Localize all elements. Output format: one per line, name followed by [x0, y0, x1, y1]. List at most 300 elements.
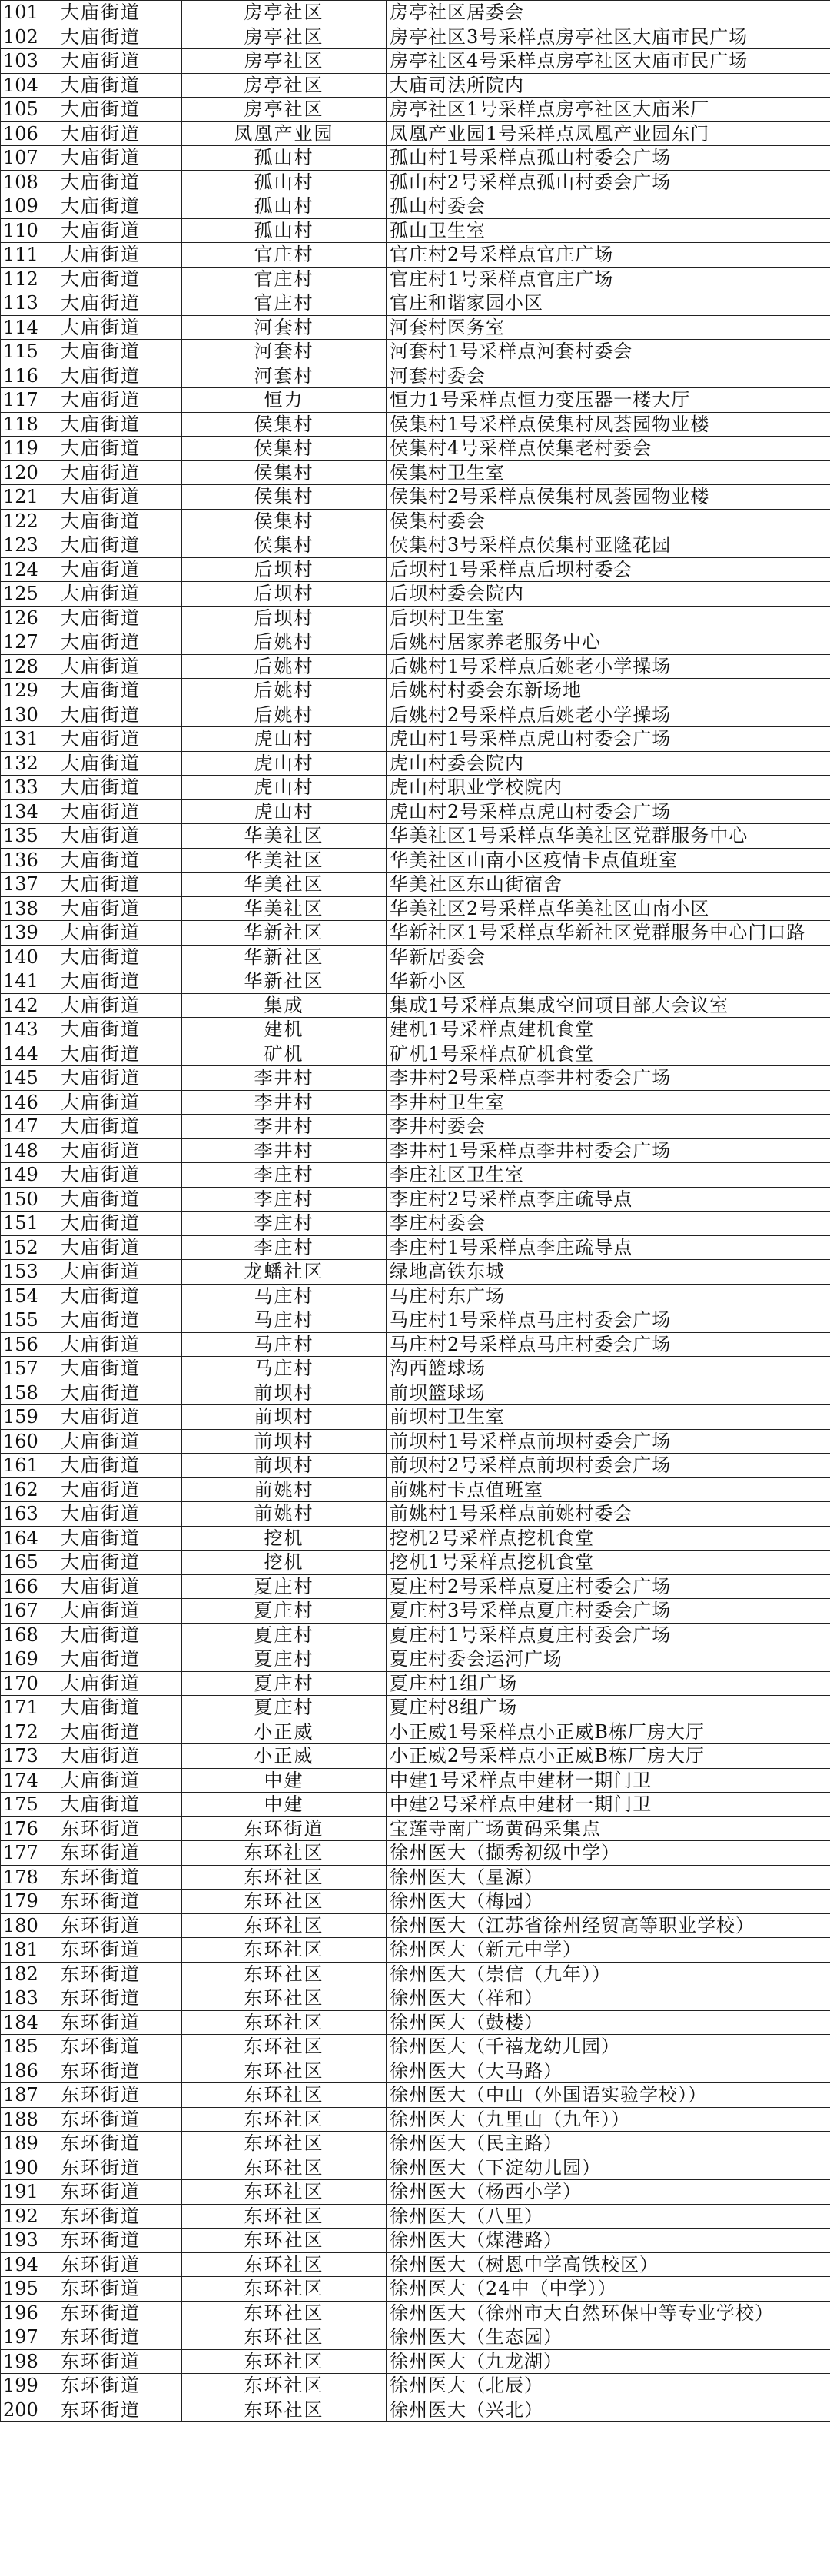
row-number: 156 [1, 1332, 51, 1357]
community-name: 侯集村 [182, 412, 387, 437]
table-row [1, 921, 830, 946]
sampling-site: 前坝村卫生室 [387, 1405, 830, 1430]
row-number: 185 [1, 2035, 51, 2059]
row-number: 129 [1, 679, 51, 703]
community-name: 小正威 [182, 1744, 387, 1769]
row-number: 148 [1, 1138, 51, 1163]
table-row [1, 1042, 830, 1066]
street-name: 大庙街道 [51, 1163, 182, 1188]
row-number: 108 [1, 170, 51, 194]
community-name: 华新社区 [182, 945, 387, 969]
community-name: 马庄村 [182, 1284, 387, 1308]
street-name: 大庙街道 [51, 1357, 182, 1381]
sampling-site: 华美社区1号采样点华美社区党群服务中心 [387, 824, 830, 849]
sampling-site: 徐州医大（大马路） [387, 2059, 830, 2083]
street-name: 大庙街道 [51, 1, 182, 25]
community-name: 侯集村 [182, 437, 387, 461]
row-number: 191 [1, 2180, 51, 2205]
street-name: 东环街道 [51, 2252, 182, 2277]
sampling-site: 李庄村1号采样点李庄疏导点 [387, 1235, 830, 1260]
street-name: 大庙街道 [51, 1138, 182, 1163]
community-name: 马庄村 [182, 1357, 387, 1381]
row-number: 132 [1, 751, 51, 776]
row-number: 184 [1, 2010, 51, 2035]
community-name: 东环社区 [182, 2398, 387, 2422]
street-name: 大庙街道 [51, 1284, 182, 1308]
table-row [1, 1381, 830, 1405]
street-name: 大庙街道 [51, 1526, 182, 1551]
street-name: 大庙街道 [51, 1768, 182, 1793]
sampling-site: 徐州医大（千禧龙幼儿园） [387, 2035, 830, 2059]
sampling-site: 徐州医大（民主路） [387, 2132, 830, 2156]
table-row [1, 873, 830, 897]
row-number: 167 [1, 1599, 51, 1624]
sampling-site: 李井村1号采样点李井村委会广场 [387, 1138, 830, 1163]
row-number: 136 [1, 848, 51, 873]
table-row [1, 848, 830, 873]
street-name: 大庙街道 [51, 703, 182, 727]
community-name: 后姚村 [182, 703, 387, 727]
community-name: 李庄村 [182, 1212, 387, 1236]
street-name: 大庙街道 [51, 364, 182, 388]
street-name: 大庙街道 [51, 73, 182, 98]
table-row [1, 993, 830, 1018]
table-row [1, 1865, 830, 1890]
street-name: 东环街道 [51, 2083, 182, 2108]
street-name: 大庙街道 [51, 194, 182, 219]
street-name: 大庙街道 [51, 1454, 182, 1478]
table-row [1, 1018, 830, 1042]
row-number: 102 [1, 25, 51, 49]
street-name: 东环街道 [51, 2204, 182, 2229]
sampling-site: 徐州医大（下淀幼儿园） [387, 2156, 830, 2180]
sampling-site: 孤山村1号采样点孤山村委会广场 [387, 146, 830, 171]
community-name: 虎山村 [182, 751, 387, 776]
sampling-site: 孤山村委会 [387, 194, 830, 219]
community-name: 夏庄村 [182, 1647, 387, 1672]
row-number: 110 [1, 218, 51, 243]
row-number: 157 [1, 1357, 51, 1381]
sampling-site: 华美社区东山街宿舍 [387, 873, 830, 897]
community-name: 东环社区 [182, 2083, 387, 2108]
community-name: 后姚村 [182, 630, 387, 655]
table-row [1, 364, 830, 388]
community-name: 凤凰产业园 [182, 121, 387, 146]
street-name: 大庙街道 [51, 1260, 182, 1285]
street-name: 东环街道 [51, 2059, 182, 2083]
street-name: 东环街道 [51, 2349, 182, 2374]
row-number: 151 [1, 1212, 51, 1236]
street-name: 大庙街道 [51, 606, 182, 630]
community-name: 夏庄村 [182, 1574, 387, 1599]
street-name: 东环街道 [51, 2107, 182, 2132]
sampling-site: 李井村卫生室 [387, 1090, 830, 1115]
sampling-site: 华美社区2号采样点华美社区山南小区 [387, 896, 830, 921]
row-number: 183 [1, 1986, 51, 2011]
row-number: 174 [1, 1768, 51, 1793]
table-row [1, 1332, 830, 1357]
table-row [1, 1962, 830, 1986]
sampling-site: 前坝村1号采样点前坝村委会广场 [387, 1429, 830, 1454]
sampling-site: 虎山村2号采样点虎山村委会广场 [387, 799, 830, 824]
sampling-site: 侯集村4号采样点侯集老村委会 [387, 437, 830, 461]
row-number: 161 [1, 1454, 51, 1478]
row-number: 140 [1, 945, 51, 969]
community-name: 挖机 [182, 1551, 387, 1575]
row-number: 153 [1, 1260, 51, 1285]
street-name: 大庙街道 [51, 1744, 182, 1769]
row-number: 182 [1, 1962, 51, 1986]
sampling-site: 小正威1号采样点小正威B栋厂房大厅 [387, 1720, 830, 1744]
community-name: 官庄村 [182, 243, 387, 268]
row-number: 165 [1, 1551, 51, 1575]
row-number: 116 [1, 364, 51, 388]
table-row [1, 1187, 830, 1212]
table-row [1, 2059, 830, 2083]
street-name: 东环街道 [51, 1938, 182, 1963]
table-row [1, 1066, 830, 1091]
table-row [1, 2083, 830, 2108]
row-number: 112 [1, 267, 51, 291]
table-row [1, 751, 830, 776]
table-row [1, 776, 830, 800]
community-name: 前坝村 [182, 1405, 387, 1430]
row-number: 134 [1, 799, 51, 824]
street-name: 东环街道 [51, 2374, 182, 2398]
sampling-site: 侯集村卫生室 [387, 460, 830, 485]
sampling-site: 徐州医大（徐州市大自然环保中等专业学校） [387, 2301, 830, 2325]
street-name: 大庙街道 [51, 751, 182, 776]
street-name: 大庙街道 [51, 25, 182, 49]
table-row [1, 412, 830, 437]
row-number: 171 [1, 1696, 51, 1720]
community-name: 恒力 [182, 388, 387, 413]
community-name: 侯集村 [182, 509, 387, 533]
table-row [1, 2204, 830, 2229]
street-name: 东环街道 [51, 2325, 182, 2350]
sampling-site: 凤凰产业园1号采样点凤凰产业园东门 [387, 121, 830, 146]
sampling-site: 官庄和谐家园小区 [387, 291, 830, 316]
community-name: 东环社区 [182, 1865, 387, 1890]
table-row [1, 1526, 830, 1551]
row-number: 181 [1, 1938, 51, 1963]
community-name: 河套村 [182, 364, 387, 388]
sampling-site: 徐州医大（江苏省徐州经贸高等职业学校） [387, 1913, 830, 1938]
row-number: 177 [1, 1841, 51, 1866]
table-row [1, 630, 830, 655]
street-name: 大庙街道 [51, 315, 182, 340]
table-row [1, 1308, 830, 1333]
table-row [1, 218, 830, 243]
row-number: 195 [1, 2277, 51, 2302]
table-row [1, 1454, 830, 1478]
row-number: 119 [1, 437, 51, 461]
table-row [1, 1913, 830, 1938]
sampling-site: 徐州医大（祥和） [387, 1986, 830, 2011]
row-number: 138 [1, 896, 51, 921]
street-name: 大庙街道 [51, 1308, 182, 1333]
row-number: 114 [1, 315, 51, 340]
row-number: 200 [1, 2398, 51, 2422]
community-name: 华新社区 [182, 969, 387, 994]
row-number: 180 [1, 1913, 51, 1938]
row-number: 118 [1, 412, 51, 437]
community-name: 夏庄村 [182, 1671, 387, 1696]
community-name: 李井村 [182, 1090, 387, 1115]
table-row [1, 437, 830, 461]
row-number: 124 [1, 557, 51, 582]
table-row [1, 1, 830, 25]
row-number: 130 [1, 703, 51, 727]
community-name: 东环社区 [182, 2156, 387, 2180]
community-name: 矿机 [182, 1042, 387, 1066]
row-number: 101 [1, 1, 51, 25]
street-name: 东环街道 [51, 2277, 182, 2302]
sampling-site: 马庄村2号采样点马庄村委会广场 [387, 1332, 830, 1357]
community-name: 前姚村 [182, 1477, 387, 1502]
row-number: 109 [1, 194, 51, 219]
row-number: 166 [1, 1574, 51, 1599]
table-row [1, 315, 830, 340]
row-number: 159 [1, 1405, 51, 1430]
table-row [1, 582, 830, 607]
community-name: 前姚村 [182, 1502, 387, 1527]
community-name: 东环社区 [182, 1890, 387, 1914]
sampling-site: 华美社区山南小区疫情卡点值班室 [387, 848, 830, 873]
community-name: 东环社区 [182, 2035, 387, 2059]
community-name: 李庄村 [182, 1187, 387, 1212]
street-name: 大庙街道 [51, 921, 182, 946]
table-row [1, 1357, 830, 1381]
row-number: 189 [1, 2132, 51, 2156]
community-name: 虎山村 [182, 727, 387, 752]
table-row [1, 340, 830, 364]
table-row [1, 2180, 830, 2205]
sampling-site: 徐州医大（生态园） [387, 2325, 830, 2350]
row-number: 168 [1, 1623, 51, 1647]
table-row [1, 679, 830, 703]
table-row [1, 1623, 830, 1647]
sampling-site: 后坝村卫生室 [387, 606, 830, 630]
community-name: 东环街道 [182, 1816, 387, 1841]
community-name: 华美社区 [182, 896, 387, 921]
row-number: 190 [1, 2156, 51, 2180]
community-name: 夏庄村 [182, 1599, 387, 1624]
row-number: 125 [1, 582, 51, 607]
table-row [1, 799, 830, 824]
sampling-site: 夏庄村委会运河广场 [387, 1647, 830, 1672]
community-name: 孤山村 [182, 218, 387, 243]
row-number: 193 [1, 2229, 51, 2253]
sampling-site: 徐州医大（八里） [387, 2204, 830, 2229]
community-name: 东环社区 [182, 1841, 387, 1866]
table-row [1, 2301, 830, 2325]
row-number: 158 [1, 1381, 51, 1405]
sampling-site: 官庄村1号采样点官庄广场 [387, 267, 830, 291]
community-name: 后坝村 [182, 606, 387, 630]
row-number: 149 [1, 1163, 51, 1188]
row-number: 199 [1, 2374, 51, 2398]
row-number: 152 [1, 1235, 51, 1260]
row-number: 115 [1, 340, 51, 364]
table-row [1, 2156, 830, 2180]
street-name: 东环街道 [51, 2301, 182, 2325]
sampling-site: 前姚村卡点值班室 [387, 1477, 830, 1502]
table-row [1, 73, 830, 98]
community-name: 孤山村 [182, 194, 387, 219]
table-row [1, 49, 830, 74]
table-row [1, 533, 830, 558]
sampling-site: 徐州医大（新元中学） [387, 1938, 830, 1963]
table-row [1, 1405, 830, 1430]
sampling-site: 后姚村居家养老服务中心 [387, 630, 830, 655]
community-name: 华美社区 [182, 873, 387, 897]
row-number: 106 [1, 121, 51, 146]
table-row [1, 1744, 830, 1769]
community-name: 侯集村 [182, 533, 387, 558]
community-name: 东环社区 [182, 2252, 387, 2277]
community-name: 小正威 [182, 1720, 387, 1744]
street-name: 大庙街道 [51, 1042, 182, 1066]
table-row [1, 1260, 830, 1285]
row-number: 137 [1, 873, 51, 897]
table-row [1, 2374, 830, 2398]
table-row [1, 727, 830, 752]
community-name: 前坝村 [182, 1429, 387, 1454]
street-name: 东环街道 [51, 1962, 182, 1986]
street-name: 大庙街道 [51, 557, 182, 582]
sampling-site: 李庄村2号采样点李庄疏导点 [387, 1187, 830, 1212]
row-number: 128 [1, 654, 51, 679]
table-row [1, 1841, 830, 1866]
sampling-site: 后姚村村委会东新场地 [387, 679, 830, 703]
sampling-site: 李井村2号采样点李井村委会广场 [387, 1066, 830, 1091]
row-number: 133 [1, 776, 51, 800]
table-row [1, 1696, 830, 1720]
row-number: 197 [1, 2325, 51, 2350]
street-name: 大庙街道 [51, 824, 182, 849]
table-row [1, 243, 830, 268]
community-name: 河套村 [182, 340, 387, 364]
street-name: 大庙街道 [51, 1647, 182, 1672]
community-name: 东环社区 [182, 1962, 387, 1986]
community-name: 孤山村 [182, 146, 387, 171]
street-name: 东环街道 [51, 2010, 182, 2035]
sampling-site: 徐州医大（撷秀初级中学） [387, 1841, 830, 1866]
sampling-site: 夏庄村1号采样点夏庄村委会广场 [387, 1623, 830, 1647]
sampling-site: 徐州医大（煤港路） [387, 2229, 830, 2253]
sampling-site: 后姚村1号采样点后姚老小学操场 [387, 654, 830, 679]
community-name: 中建 [182, 1768, 387, 1793]
community-name: 中建 [182, 1793, 387, 1817]
community-name: 房亭社区 [182, 25, 387, 49]
row-number: 117 [1, 388, 51, 413]
street-name: 东环街道 [51, 2156, 182, 2180]
row-number: 120 [1, 460, 51, 485]
row-number: 135 [1, 824, 51, 849]
table-row [1, 1671, 830, 1696]
street-name: 大庙街道 [51, 146, 182, 171]
table-row [1, 25, 830, 49]
table-row [1, 1816, 830, 1841]
sampling-site: 徐州医大（九龙湖） [387, 2349, 830, 2374]
sampling-site: 侯集村2号采样点侯集村凤荟园物业楼 [387, 485, 830, 510]
table-row [1, 1477, 830, 1502]
table-row [1, 2277, 830, 2302]
sampling-site: 恒力1号采样点恒力变压器一楼大厅 [387, 388, 830, 413]
table-row [1, 1768, 830, 1793]
table-row [1, 2035, 830, 2059]
street-name: 大庙街道 [51, 1018, 182, 1042]
sampling-site: 徐州医大（鼓楼） [387, 2010, 830, 2035]
table-row [1, 146, 830, 171]
row-number: 175 [1, 1793, 51, 1817]
sampling-site: 中建2号采样点中建材一期门卫 [387, 1793, 830, 1817]
street-name: 大庙街道 [51, 1720, 182, 1744]
sampling-site: 大庙司法所院内 [387, 73, 830, 98]
row-number: 163 [1, 1502, 51, 1527]
row-number: 103 [1, 49, 51, 74]
row-number: 150 [1, 1187, 51, 1212]
table-row [1, 170, 830, 194]
sampling-site: 华新社区1号采样点华新社区党群服务中心门口路 [387, 921, 830, 946]
community-name: 建机 [182, 1018, 387, 1042]
row-number: 173 [1, 1744, 51, 1769]
street-name: 大庙街道 [51, 509, 182, 533]
table-row [1, 2349, 830, 2374]
table-row [1, 557, 830, 582]
sampling-site: 李庄村委会 [387, 1212, 830, 1236]
community-name: 后姚村 [182, 679, 387, 703]
row-number: 127 [1, 630, 51, 655]
table-row [1, 945, 830, 969]
row-number: 179 [1, 1890, 51, 1914]
table-row [1, 1090, 830, 1115]
row-number: 188 [1, 2107, 51, 2132]
sampling-site: 房亭社区1号采样点房亭社区大庙米厂 [387, 98, 830, 122]
street-name: 大庙街道 [51, 1671, 182, 1696]
street-name: 东环街道 [51, 1890, 182, 1914]
sampling-site: 徐州医大（树恩中学高铁校区） [387, 2252, 830, 2277]
community-name: 房亭社区 [182, 49, 387, 74]
row-number: 176 [1, 1816, 51, 1841]
row-number: 126 [1, 606, 51, 630]
sampling-site: 矿机1号采样点矿机食堂 [387, 1042, 830, 1066]
community-name: 侯集村 [182, 460, 387, 485]
street-name: 大庙街道 [51, 679, 182, 703]
table-row [1, 1163, 830, 1188]
table-row [1, 1212, 830, 1236]
sampling-site: 后坝村1号采样点后坝村委会 [387, 557, 830, 582]
table-row [1, 1793, 830, 1817]
table-row [1, 98, 830, 122]
sampling-site: 房亭社区3号采样点房亭社区大庙市民广场 [387, 25, 830, 49]
community-name: 集成 [182, 993, 387, 1018]
community-name: 东环社区 [182, 2107, 387, 2132]
sampling-site: 侯集村3号采样点侯集村亚隆花园 [387, 533, 830, 558]
street-name: 大庙街道 [51, 98, 182, 122]
community-name: 官庄村 [182, 291, 387, 316]
community-name: 东环社区 [182, 2180, 387, 2205]
row-number: 123 [1, 533, 51, 558]
street-name: 大庙街道 [51, 1477, 182, 1502]
community-name: 房亭社区 [182, 1, 387, 25]
sampling-site: 虎山村委会院内 [387, 751, 830, 776]
community-name: 孤山村 [182, 170, 387, 194]
sampling-site: 徐州医大（兴北） [387, 2398, 830, 2422]
community-name: 李井村 [182, 1066, 387, 1091]
community-name: 后坝村 [182, 557, 387, 582]
